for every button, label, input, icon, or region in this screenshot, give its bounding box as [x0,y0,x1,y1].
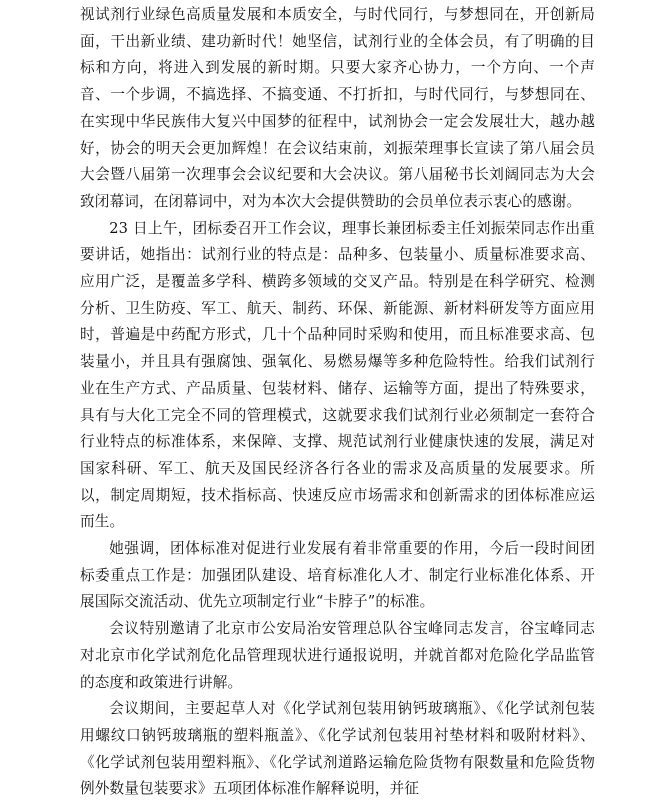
paragraph-5: 会议期间，主要起草人对《化学试剂包装用钠钙玻璃瓶》、《化学试剂包装用螺纹口钠钙玻璃瓶的塑料瓶盖》、《化学试剂包装用衬垫材料和吸附材料》、《化学试剂包装用塑料瓶》、《化学试剂道路运输危险货物有限数量和危险货物例外数量包装要求》五项团体标准作解释说明，并征 [80,700,595,798]
paragraph-3: 她强调，团体标准对促进行业发展有着非常重要的作用，今后一段时间团标委重点工作是：加强团队建设、培育标准化人才、制定行业标准化体系、开展国际交流活动、优先立项制定行业“卡脖子”的标准。 [80,540,595,611]
article-body [80,2,595,803]
paragraph-1: 视试剂行业绿色高质量发展和本质安全，与时代同行，与梦想同在，开创新局面，干出新业绩、建功新时代！她坚信，试剂行业的全体会员，有了明确的目标和方向，将进入到发展的新时期。只要大家齐心协力，一个方向、一个声音、一个步调，不搞选择、不搞变通、不打折扣，与时代同行，与梦想同在、在实现中华民族伟大复兴中国梦的征程中，试剂协会一定会发展壮大，越办越好，协会的明天会更加辉煌！在会议结束前，刘振荣理事长宣读了第八届会员大会暨八届第一次理事会会议纪要和大会决议。第八届秘书长刘阔同志为大会致闭幕词，在闭幕词中，对为本次大会提供赞助的会员单位表示衷心的感谢。 [80,6,595,210]
paragraph-4: 会议特别邀请了北京市公安局治安管理总队谷宝峰同志发言，谷宝峰同志对北京市化学试剂危化品管理现状进行通报说明，并就首都对危险化学品监管的态度和政策进行讲解。 [80,620,595,691]
paragraph-2: 23 日上午，团标委召开工作会议，理事长兼团标委主任刘振荣同志作出重要讲话，她指出：试剂行业的特点是：品种多、包装量小、质量标准要求高、应用广泛，是覆盖多学科、横跨多领域的交叉产品。特别是在科学研究、检测分析、卫生防疫、军工、航天、制药、环保、新能源、新材料研发等方面应用时，普遍是中药配方形式，几十个品种同时采购和使用，而且标准要求高、包装量小，并且具有强腐蚀、强氧化、易燃易爆等多种危险特性。给我们试剂行业在生产方式、产品质量、包装材料、储存、运输等方面，提出了特殊要求，具有与大化工完全不同的管理模式，这就要求我们试剂行业必须制定一套符合行业特点的标准体系，来保障、支撑、规范试剂行业健康快速的发展，满足对国家科研、军工、航天及国民经济各行各业的需求及高质量的发展要求。所以，制定周期短，技术指标高、快速反应市场需求和创新需求的团体标准应运而生。 [80,219,595,531]
